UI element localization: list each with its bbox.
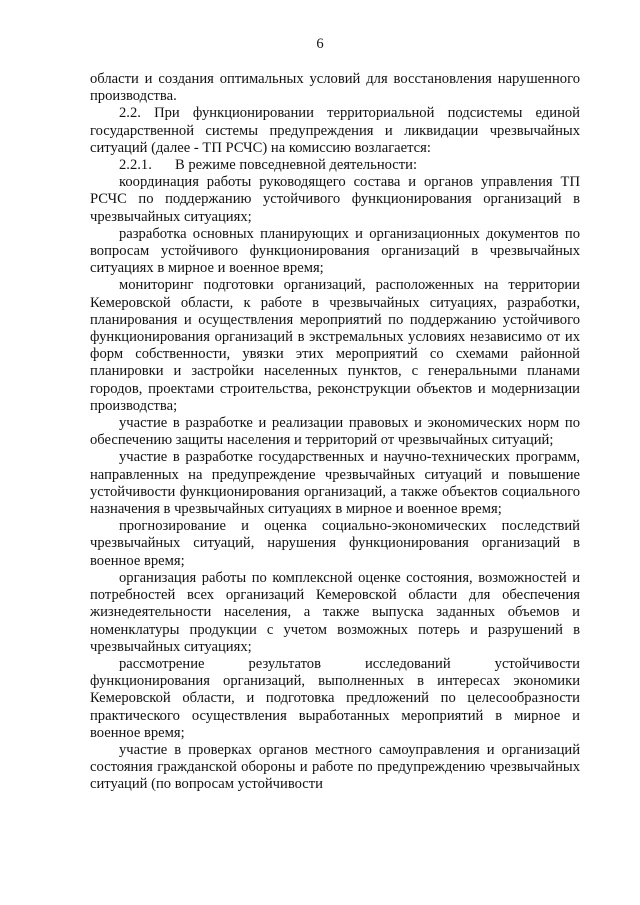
- paragraph-2-2-1: [90, 157, 580, 174]
- list-item-monitoring: мониторинг подготовки организаций, расположенных на территории Кемеровской области, к работе в чрезвычайных ситуациях, разработки, планирования и осуществления мероприятий по поддержанию устойчивого функционирования организаций в экстремальных условиях независимо от их форм собственности, увязки этих мероприятий со схемами районной планировки и застройки населенных пунктов, с генеральными планами городов, проектами строительства, реконструкции объектов и модернизации производства;: [90, 277, 580, 414]
- list-item-legal-norms: участие в разработке и реализации правовых и экономических норм по обеспечению защиты населения и территорий от чрезвычайных ситуаций;: [90, 415, 580, 449]
- list-item-forecasting: прогнозирование и оценка социально-экономических последствий чрезвычайных ситуаций, нарушения функционирования организаций в военное время;: [90, 518, 580, 569]
- page-number: 6: [316, 36, 324, 52]
- clause-number: 2.2.1.: [119, 157, 152, 174]
- document-body: [90, 71, 580, 794]
- clause-heading: В режиме повседневной деятельности:: [175, 157, 418, 174]
- list-item-coordination: координация работы руководящего состава и органов управления ТП РСЧС по поддержанию устойчивого функционирования организаций в чрезвычайных ситуациях;: [90, 174, 580, 225]
- list-item-programs: участие в разработке государственных и научно-технических программ, направленных на предупреждение чрезвычайных ситуаций и повышение устойчивости функционирования организаций, а также объектов социального назначения в чрезвычайных ситуациях в мирное и военное время;: [90, 449, 580, 518]
- paragraph-2-2: 2.2. При функционировании территориальной подсистемы единой государственной системы предупреждения и ликвидации чрезвычайных ситуаций (далее - ТП РСЧС) на комиссию возлагается:: [90, 105, 580, 156]
- list-item-inspections: участие в проверках органов местного самоуправления и организаций состояния гражданской обороны и работе по предупреждению чрезвычайных ситуаций (по вопросам устойчивости: [90, 741, 580, 793]
- list-item-assessment: организация работы по комплексной оценке состояния, возможностей и потребностей всех организаций Кемеровской области для обеспечения жизнедеятельности населения, а также выпуска заданных объемов и номенклатуры продукции с учетом возможных потерь и разрушений в чрезвычайных ситуациях;: [90, 569, 580, 655]
- list-item-planning-documents: разработка основных планирующих и организационных документов по вопросам устойчивого функционирования организаций в чрезвычайных ситуациях в мирное и военное время;: [90, 225, 580, 277]
- paragraph-continuation: области и создания оптимальных условий для восстановления нарушенного производства.: [90, 71, 580, 105]
- list-item-research-review: рассмотрение результатов исследований устойчивости функционирования организаций, выполненных в интересах экономики Кемеровской области, и подготовка предложений по целесообразности практического осуществления выработанных мероприятий в мирное и военное время;: [90, 655, 580, 741]
